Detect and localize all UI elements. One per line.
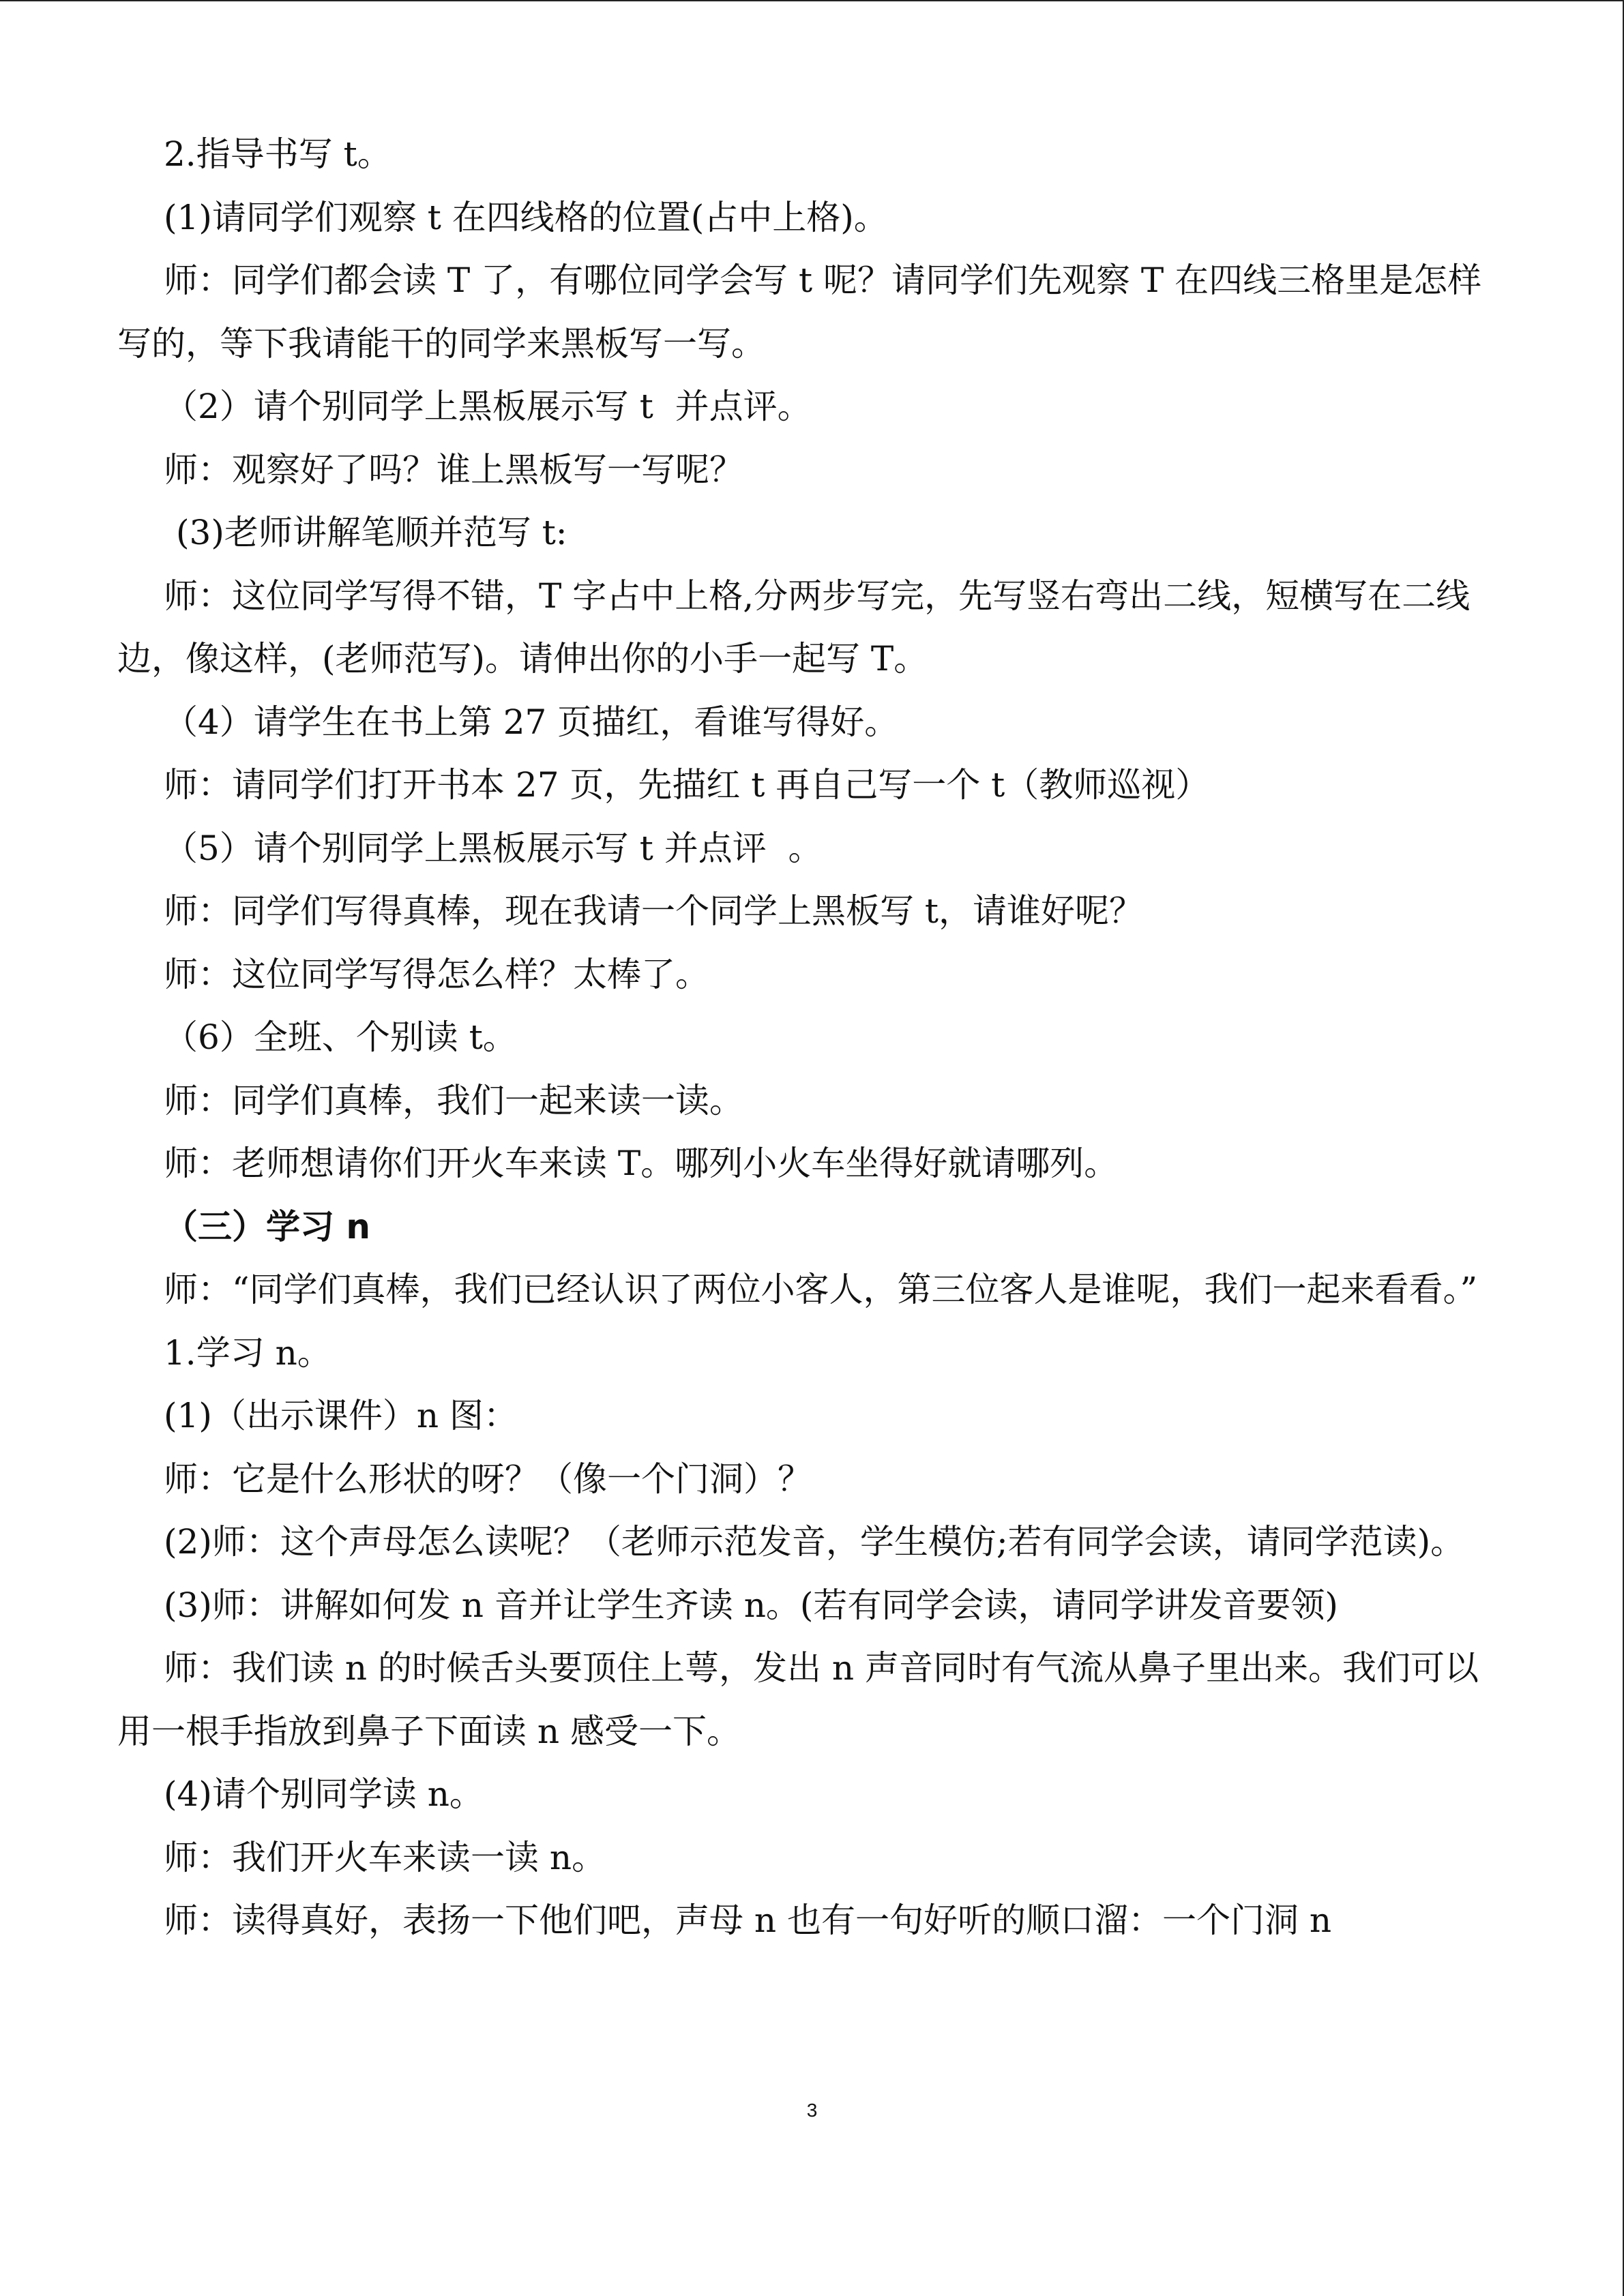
paragraph: （4）请学生在书上第 27 页描红，看谁写得好。 [164, 702, 899, 742]
paragraph: 师：这位同学写得不错，T 字占中上格,分两步写完，先写竖右弯出二线，短横写在二线边，像这样，(老师范写)。请伸出你的小手一起写 T。 [117, 576, 1471, 679]
paragraph: 师：读得真好，表扬一下他们吧，声母 n 也有一句好听的顺口溜：一个门洞 n [164, 1900, 1332, 1940]
paragraph: (3)师：讲解如何发 n 音并让学生齐读 n。(若有同学会读，请同学讲发音要领) [164, 1585, 1338, 1625]
paragraph: （2）请个别同学上黑板展示写 t 并点评。 [164, 387, 812, 426]
paragraph: 师：“同学们真棒，我们已经认识了两位小客人，第三位客人是谁呢，我们一起来看看。” [164, 1270, 1478, 1309]
paragraph: (4)请个别同学读 n。 [164, 1774, 484, 1814]
document-body [117, 123, 1509, 1952]
paragraph: (3)老师讲解笔顺并范写 t: [176, 513, 567, 552]
paragraph: 师：同学们都会读 T 了，有哪位同学会写 t 呢？请同学们先观察 T 在四线三格里是怎样写的，等下我请能干的同学来黑板写一写。 [117, 260, 1482, 363]
paragraph: (2)师：这个声母怎么读呢？（老师示范发音，学生模仿;若有同学会读，请同学范读)。 [164, 1522, 1465, 1562]
paragraph: （5）请个别同学上黑板展示写 t 并点评 。 [164, 828, 823, 868]
paragraph: 师：这位同学写得怎么样？太棒了。 [164, 954, 709, 994]
paragraph: （6）全班、个别读 t。 [164, 1017, 517, 1057]
paragraph: 师：观察好了吗？谁上黑板写一写呢？ [164, 449, 743, 490]
paragraph: (1)（出示课件）n 图： [164, 1396, 518, 1435]
paragraph: 师：同学们写得真棒，现在我请一个同学上黑板写 t，请谁好呢？ [164, 891, 1143, 931]
paragraph: 师：老师想请你们开火车来读 T。哪列小火车坐得好就请哪列。 [164, 1144, 1119, 1183]
section-heading: （三）学习 n [164, 1206, 371, 1247]
paragraph: 师：同学们真棒，我们一起来读一读。 [164, 1080, 743, 1120]
paragraph: (1)请同学们观察 t 在四线格的位置(占中上格)。 [164, 197, 888, 237]
paragraph: 师：请同学们打开书本 27 页，先描红 t 再自己写一个 t（教师巡视） [164, 765, 1210, 805]
paragraph: 师：它是什么形状的呀？（像一个门洞）？ [164, 1459, 812, 1499]
paragraph: 2.指导书写 t。 [164, 134, 392, 174]
paragraph: 师：我们读 n 的时候舌头要顶住上萼，发出 n 声音同时有气流从鼻子里出来。我们可以用一根手指放到鼻子下面读 n 感受一下。 [117, 1648, 1479, 1751]
paragraph: 1.学习 n。 [164, 1332, 331, 1373]
page-number: 3 [806, 2100, 818, 2121]
paragraph: 师：我们开火车来读一读 n。 [164, 1837, 606, 1877]
